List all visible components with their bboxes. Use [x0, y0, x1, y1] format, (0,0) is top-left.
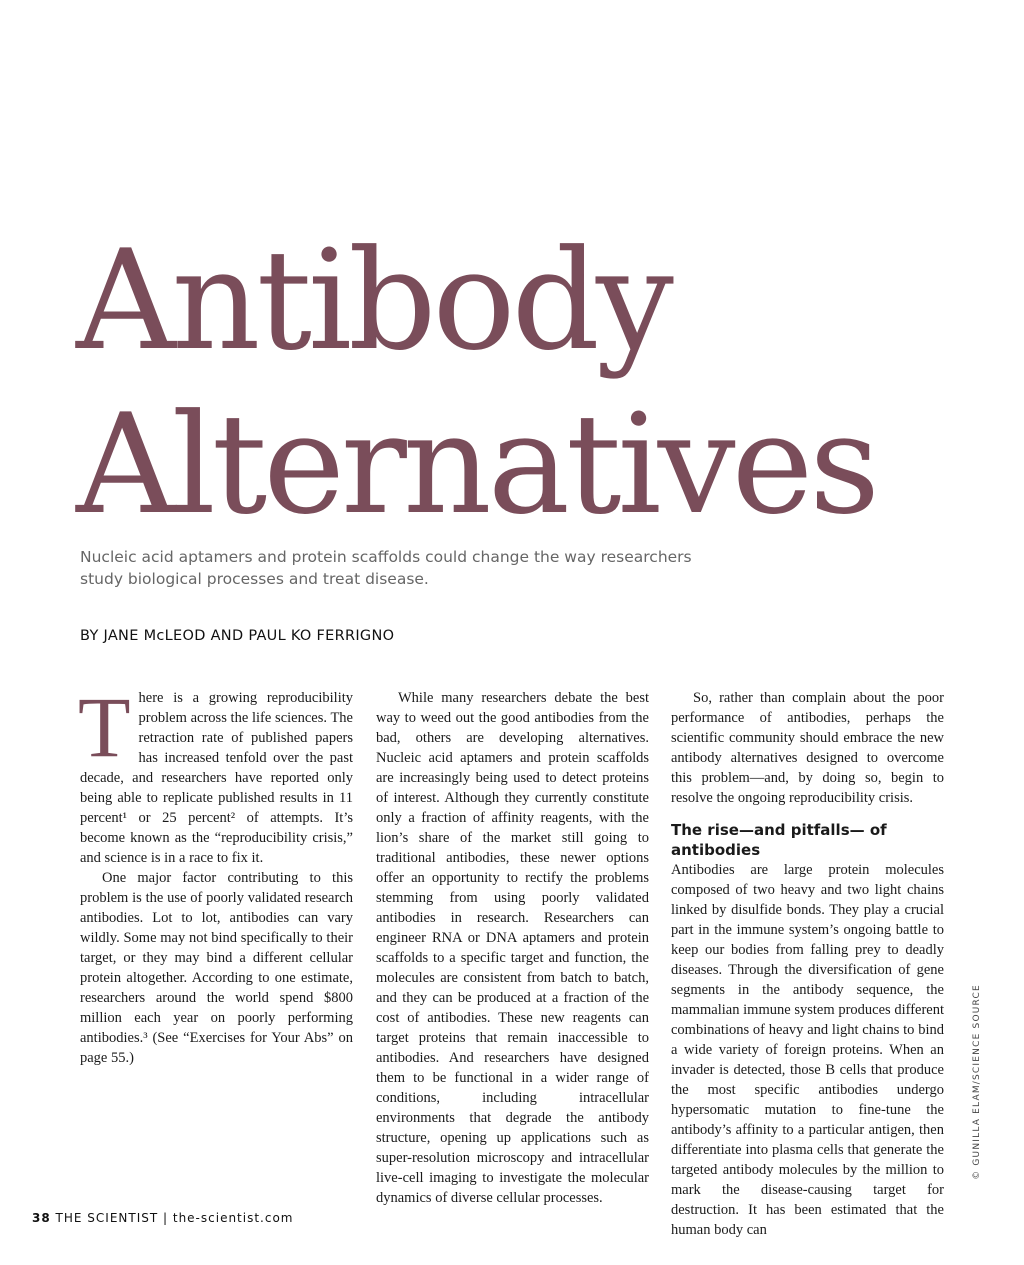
- publication-name: THE SCIENTIST | the-scientist.com: [55, 1211, 294, 1225]
- column-1: [78, 679, 353, 1068]
- article-dek: Nucleic acid aptamers and protein scaffolds could change the way researchers study biological processes and treat disease.: [80, 548, 692, 588]
- paragraph-3: While many researchers debate the best way to weed out the good antibodies from the bad, others are developing alternatives. Nucleic acid aptamers and protein scaffolds are increasingly being used to detect proteins of interest. Although they currently constitute only a fraction of affinity reagents, with the lion’s share of the market still going to traditional antibodies, these newer options offer an opportunity to rectify the problems stemming from using poorly validated antibodies in research. Researchers can engineer RNA or DNA aptamers and protein scaffolds to a specific target and function, the molecules are consistent from batch to batch, and they can be produced at a fraction of the cost of antibodies. These new reagents can target proteins that remain inaccessible to antibodies. And researchers have designed them to be functional in a wider range of conditions, including intracellular environments that degrade the antibody structure, opening up applications such as super-resolution microscopy and intracellular live-cell imaging to investigate the molecular dynamics of diverse cellular processes.: [376, 690, 649, 1206]
- section-subhead: The rise—and pitfalls— of antibodies: [671, 821, 887, 859]
- paragraph-4: So, rather than complain about the poor performance of antibodies, perhaps the scientific community should embrace the new antibody alternatives designed to overcome this problem—and, by doing so, begin to resolve the ongoing reproducibility crisis.: [671, 690, 944, 806]
- image-credit: © GUNILLA ELAM/SCIENCE SOURCE: [972, 984, 982, 1180]
- title-line-2: Alternatives: [76, 384, 877, 545]
- page-footer: [32, 1211, 294, 1225]
- drop-cap: T: [78, 679, 131, 775]
- byline: BY JANE McLEOD AND PAUL KO FERRIGNO: [80, 628, 395, 644]
- paragraph-1-text: here is a growing reproducibility problem across the life sciences. The retraction rate of published papers has increased tenfold over the past decade, and researchers have reported only being able to replicate published results in 11 percent¹ or 25 percent² of attempts. It’s become known as the “reproducibility crisis,” and science is in a race to fix it.: [80, 690, 353, 866]
- column-3: [671, 688, 944, 1240]
- paragraph-2: One major factor contributing to this problem is the use of poorly validated research antibodies. Lot to lot, antibodies can vary wildly. Some may not bind specifically to their target, or they may bind a different cellular protein altogether. According to one estimate, researchers around the world spend $800 million each year on poorly performing antibodies.³ (See “Exercises for Your Abs” on page 55.): [80, 870, 353, 1066]
- paragraph-5: Antibodies are large protein molecules composed of two heavy and two light chains linked by disulfide bonds. They play a crucial part in the immune system’s ongoing battle to keep our bodies from falling prey to deadly diseases. Through the diversification of gene segments in the antibody sequence, the mammalian immune system produces different combinations of heavy and light chains to bind a wide variety of foreign proteins. When an invader is detected, those B cells that produce the most specific antibodies undergo hypersomatic mutation to fine-tune the antibody’s affinity to a particular antigen, then differentiate into plasma cells that generate the targeted antibody molecules by the million to mark the disease-causing target for destruction. It has been estimated that the human body can: [671, 862, 944, 1238]
- title-line-1: Antibody: [76, 220, 670, 381]
- column-2: [376, 688, 649, 1208]
- page-number: 38: [32, 1211, 51, 1225]
